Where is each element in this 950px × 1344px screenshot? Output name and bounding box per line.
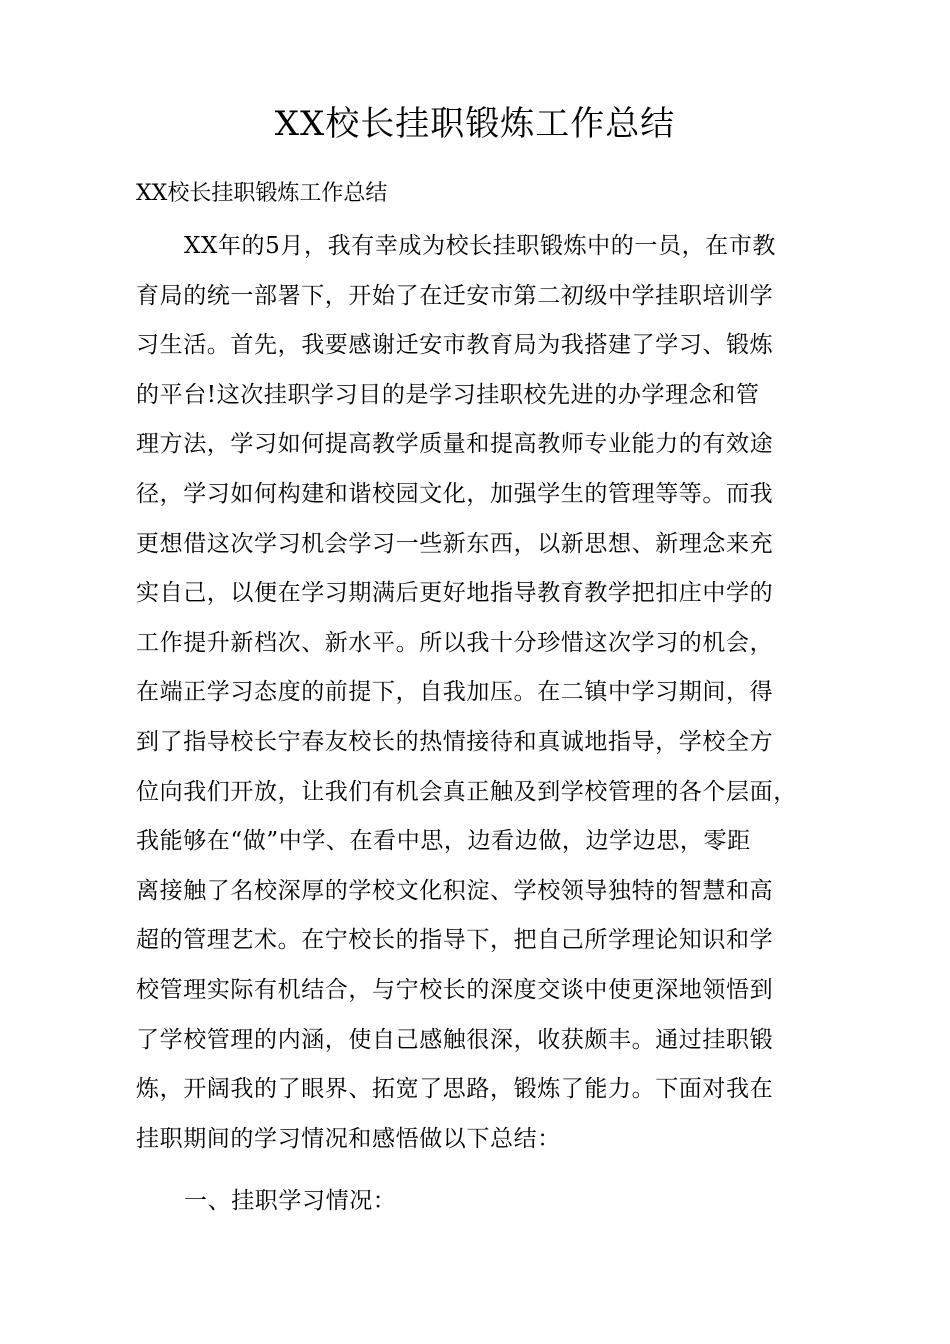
paragraph-line: 到了指导校长宁春友校长的热情接待和真诚地指导，学校全方 — [136, 728, 774, 755]
section-heading: 一、挂职学习情况： — [184, 1188, 397, 1214]
paragraph-line: 校管理实际有机结合，与宁校长的深度交谈中使更深地领悟到 — [136, 976, 774, 1003]
paragraph-line: 挂职期间的学习情况和感悟做以下总结： — [136, 1125, 561, 1152]
paragraph-line: 超的管理艺术。在宁校长的指导下，把自己所学理论知识和学 — [136, 927, 774, 954]
paragraph-line: 工作提升新档次、新水平。所以我十分珍惜这次学习的机会， — [136, 629, 774, 656]
paragraph-line: 习生活。首先，我要感谢迁安市教育局为我搭建了学习、锻炼 — [136, 332, 774, 359]
document-subtitle: XX校长挂职锻炼工作总结 — [136, 181, 388, 206]
paragraph-line: 育局的统一部署下，开始了在迁安市第二初级中学挂职培训学 — [136, 282, 774, 309]
paragraph-line: XX年的5月，我有幸成为校长挂职锻炼中的一员，在市教 — [184, 233, 776, 259]
body-paragraph — [136, 222, 836, 1164]
paragraph-line: 了学校管理的内涵，使自己感触很深，收获颇丰。通过挂职锻 — [136, 1026, 774, 1053]
paragraph-line: 理方法，学习如何提高教学质量和提高教师专业能力的有效途 — [136, 431, 774, 458]
paragraph-line: 位向我们开放，让我们有机会真正触及到学校管理的各个层面， — [136, 778, 797, 805]
paragraph-line: 更想借这次学习机会学习一些新东西，以新思想、新理念来充 — [136, 530, 774, 557]
document-title: XX校长挂职锻炼工作总结 — [274, 104, 676, 144]
paragraph-line: 径，学习如何构建和谐校园文化，加强学生的管理等等。而我 — [136, 480, 774, 507]
paragraph-line: 我能够在“做”中学、在看中思，边看边做，边学边思，零距 — [136, 828, 751, 855]
paragraph-line: 离接触了名校深厚的学校文化积淀、学校领导独特的智慧和高 — [136, 877, 774, 904]
paragraph-line: 在端正学习态度的前提下，自我加压。在二镇中学习期间，得 — [136, 679, 774, 706]
paragraph-line: 的平台!这次挂职学习目的是学习挂职校先进的办学理念和管 — [136, 381, 760, 408]
paragraph-line: 炼，开阔我的了眼界、拓宽了思路，锻炼了能力。下面对我在 — [136, 1076, 774, 1103]
paragraph-line: 实自己，以便在学习期满后更好地指导教育教学把扣庄中学的 — [136, 580, 774, 607]
